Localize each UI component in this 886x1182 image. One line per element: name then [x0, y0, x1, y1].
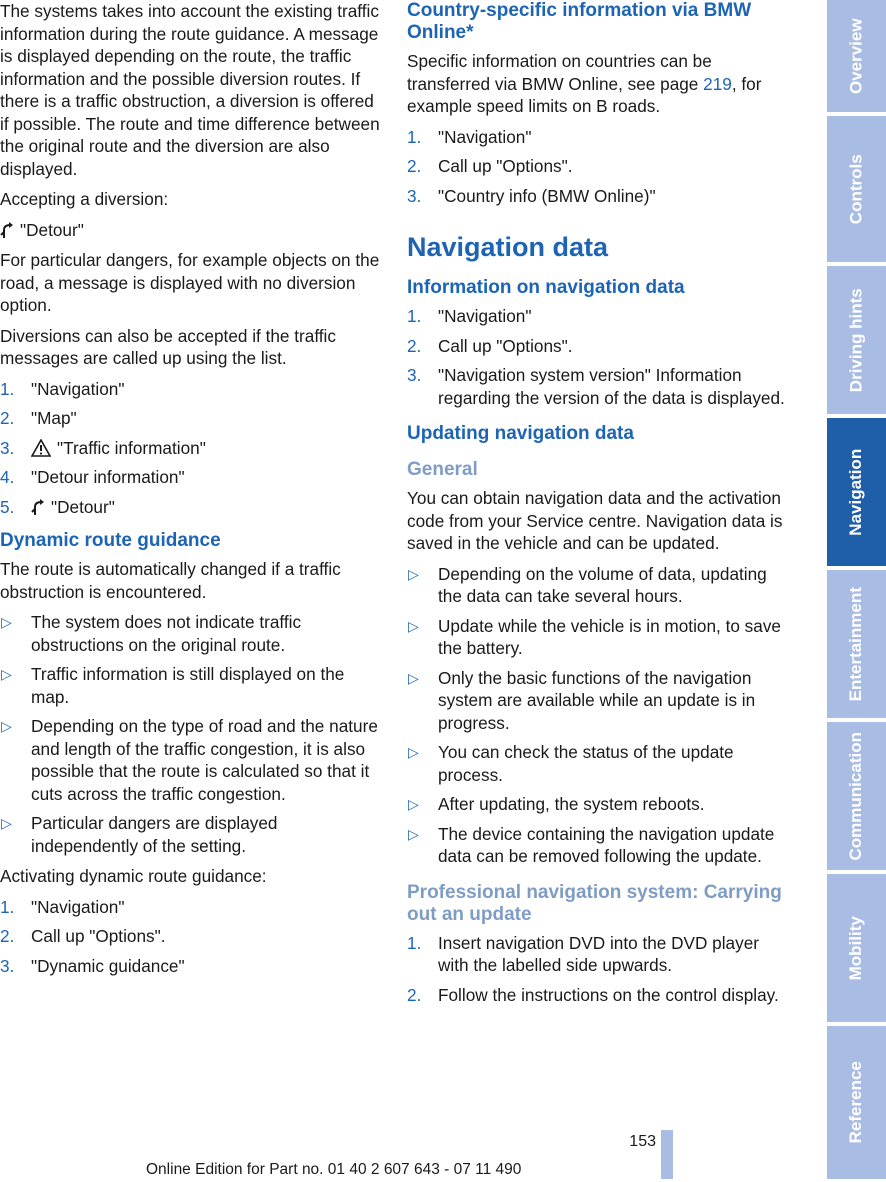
- list-item: ▷ The device containing the navigation update data can be removed following the update.: [408, 823, 775, 866]
- intro-paragraph: The systems takes into account the existing traffic information during the route guidance. A message is displayed depending on the route, the traffic information and the possible diversion routes. If there is a traffic obstruction, a diversion is offered if possible. The route and time difference between the original route and the diversion are also displayed.: [0, 1, 380, 179]
- general-paragraph: You can obtain navigation data and the activation code from your Service centre. Navigation data is saved in the vehicle and can be updated.: [407, 488, 783, 553]
- page-link[interactable]: 219: [703, 73, 732, 94]
- list-item: ▷ Depending on the volume of data, updating the data can take several hours.: [408, 563, 767, 606]
- list-item: 3. "Traffic information": [0, 437, 206, 458]
- list-item: 2. Call up "Options".: [407, 156, 573, 176]
- activate-label: Activating dynamic route guidance:: [0, 866, 267, 886]
- accept-diversion-label: Accepting a diversion:: [0, 189, 169, 209]
- dangers-paragraph: For particular dangers, for example objects on the road, a message is displayed with no diversion option.: [0, 250, 380, 315]
- chapter-sidebar: [827, 0, 886, 1179]
- detour-line: [0, 219, 380, 242]
- list-item: 1. "Navigation": [0, 378, 125, 399]
- diversion-steps: [0, 378, 380, 519]
- warning-triangle-icon: [31, 439, 51, 457]
- tab-controls[interactable]: Controls: [827, 116, 886, 262]
- list-item: 1. "Navigation": [407, 126, 532, 147]
- list-item: 1. Insert navigation DVD into the DVD player with the labelled side upwards.: [407, 932, 759, 975]
- country-info-heading: Country-specific information via BMW Online*: [407, 0, 752, 43]
- list-item: ▷ You can check the status of the update process.: [408, 742, 734, 785]
- professional-update-heading: Professional navigation system: Carrying out an update: [407, 881, 782, 925]
- page-marker: [661, 1130, 673, 1179]
- country-info-steps: [407, 126, 787, 208]
- tab-navigation[interactable]: Navigation: [827, 418, 886, 566]
- professional-update-steps: [407, 932, 787, 1007]
- dynamic-route-paragraph: The route is automatically changed if a traffic obstruction is encountered.: [0, 559, 341, 602]
- list-item: ▷ Particular dangers are displayed independently of the setting.: [1, 813, 278, 856]
- list-item: 5. "Detour": [0, 496, 115, 517]
- general-bullets: [407, 563, 787, 868]
- list-item: ▷ Depending on the type of road and the nature and length of the traffic congestion, it is also possible that the route is calculated so that it cuts across the traffic congestion.: [1, 716, 378, 804]
- left-column: [0, 0, 380, 985]
- updating-heading: Updating navigation data: [407, 423, 634, 444]
- list-item: 3. "Dynamic guidance": [0, 955, 185, 976]
- activate-steps: [0, 896, 380, 978]
- info-navigation-data-heading: Information on navigation data: [407, 277, 685, 298]
- tab-driving-hints[interactable]: Driving hints: [827, 266, 886, 414]
- tab-entertainment[interactable]: Entertainment: [827, 570, 886, 718]
- list-item: 2. "Map": [0, 408, 77, 428]
- tab-mobility[interactable]: Mobility: [827, 874, 886, 1022]
- navigation-data-heading: Navigation data: [407, 232, 609, 262]
- tab-reference[interactable]: Reference: [827, 1026, 886, 1179]
- list-item: ▷ The system does not indicate traffic obstructions on the original route.: [1, 612, 302, 655]
- tab-overview[interactable]: Overview: [827, 0, 886, 112]
- list-item: ▷ Update while the vehicle is in motion, to save the battery.: [408, 615, 781, 658]
- detour-icon: [31, 498, 45, 516]
- detour-icon: [0, 221, 14, 239]
- list-item: 2. Follow the instructions on the control display.: [407, 984, 779, 1005]
- list-item: ▷ Traffic information is still displayed on the map.: [1, 664, 345, 707]
- list-item: ▷ After updating, the system reboots.: [408, 794, 705, 814]
- general-heading: General: [407, 459, 478, 480]
- list-item: 3. "Navigation system version" Information regarding the version of the data is displayed.: [407, 365, 785, 408]
- list-item: 4. "Detour information": [0, 467, 185, 487]
- list-item: 1. "Navigation": [0, 896, 125, 917]
- right-column: [407, 0, 787, 1014]
- list-item: 1. "Navigation": [407, 306, 532, 326]
- list-item: 2. Call up "Options".: [407, 335, 573, 356]
- list-item: 3. "Country info (BMW Online)": [407, 185, 656, 206]
- info-steps: [407, 305, 787, 409]
- list-item: 2. Call up "Options".: [0, 926, 166, 946]
- country-info-paragraph: Specific information on countries can be transferred via BMW Online, see page 219, for example speed limits on B roads.: [407, 51, 762, 116]
- page-number: 153: [629, 1133, 656, 1150]
- detour-text: "Detour": [20, 219, 84, 240]
- list-item: ▷ Only the basic functions of the navigation system are available while an update is in progress.: [408, 667, 756, 733]
- dynamic-route-bullets: [0, 611, 380, 857]
- list-intro-paragraph: Diversions can also be accepted if the traffic messages are called up using the list.: [0, 325, 336, 368]
- dynamic-route-heading: Dynamic route guidance: [0, 530, 221, 551]
- footer-text: Online Edition for Part no. 01 40 2 607 643 - 07 11 490: [146, 1161, 522, 1178]
- tab-communication[interactable]: Communication: [827, 722, 886, 870]
